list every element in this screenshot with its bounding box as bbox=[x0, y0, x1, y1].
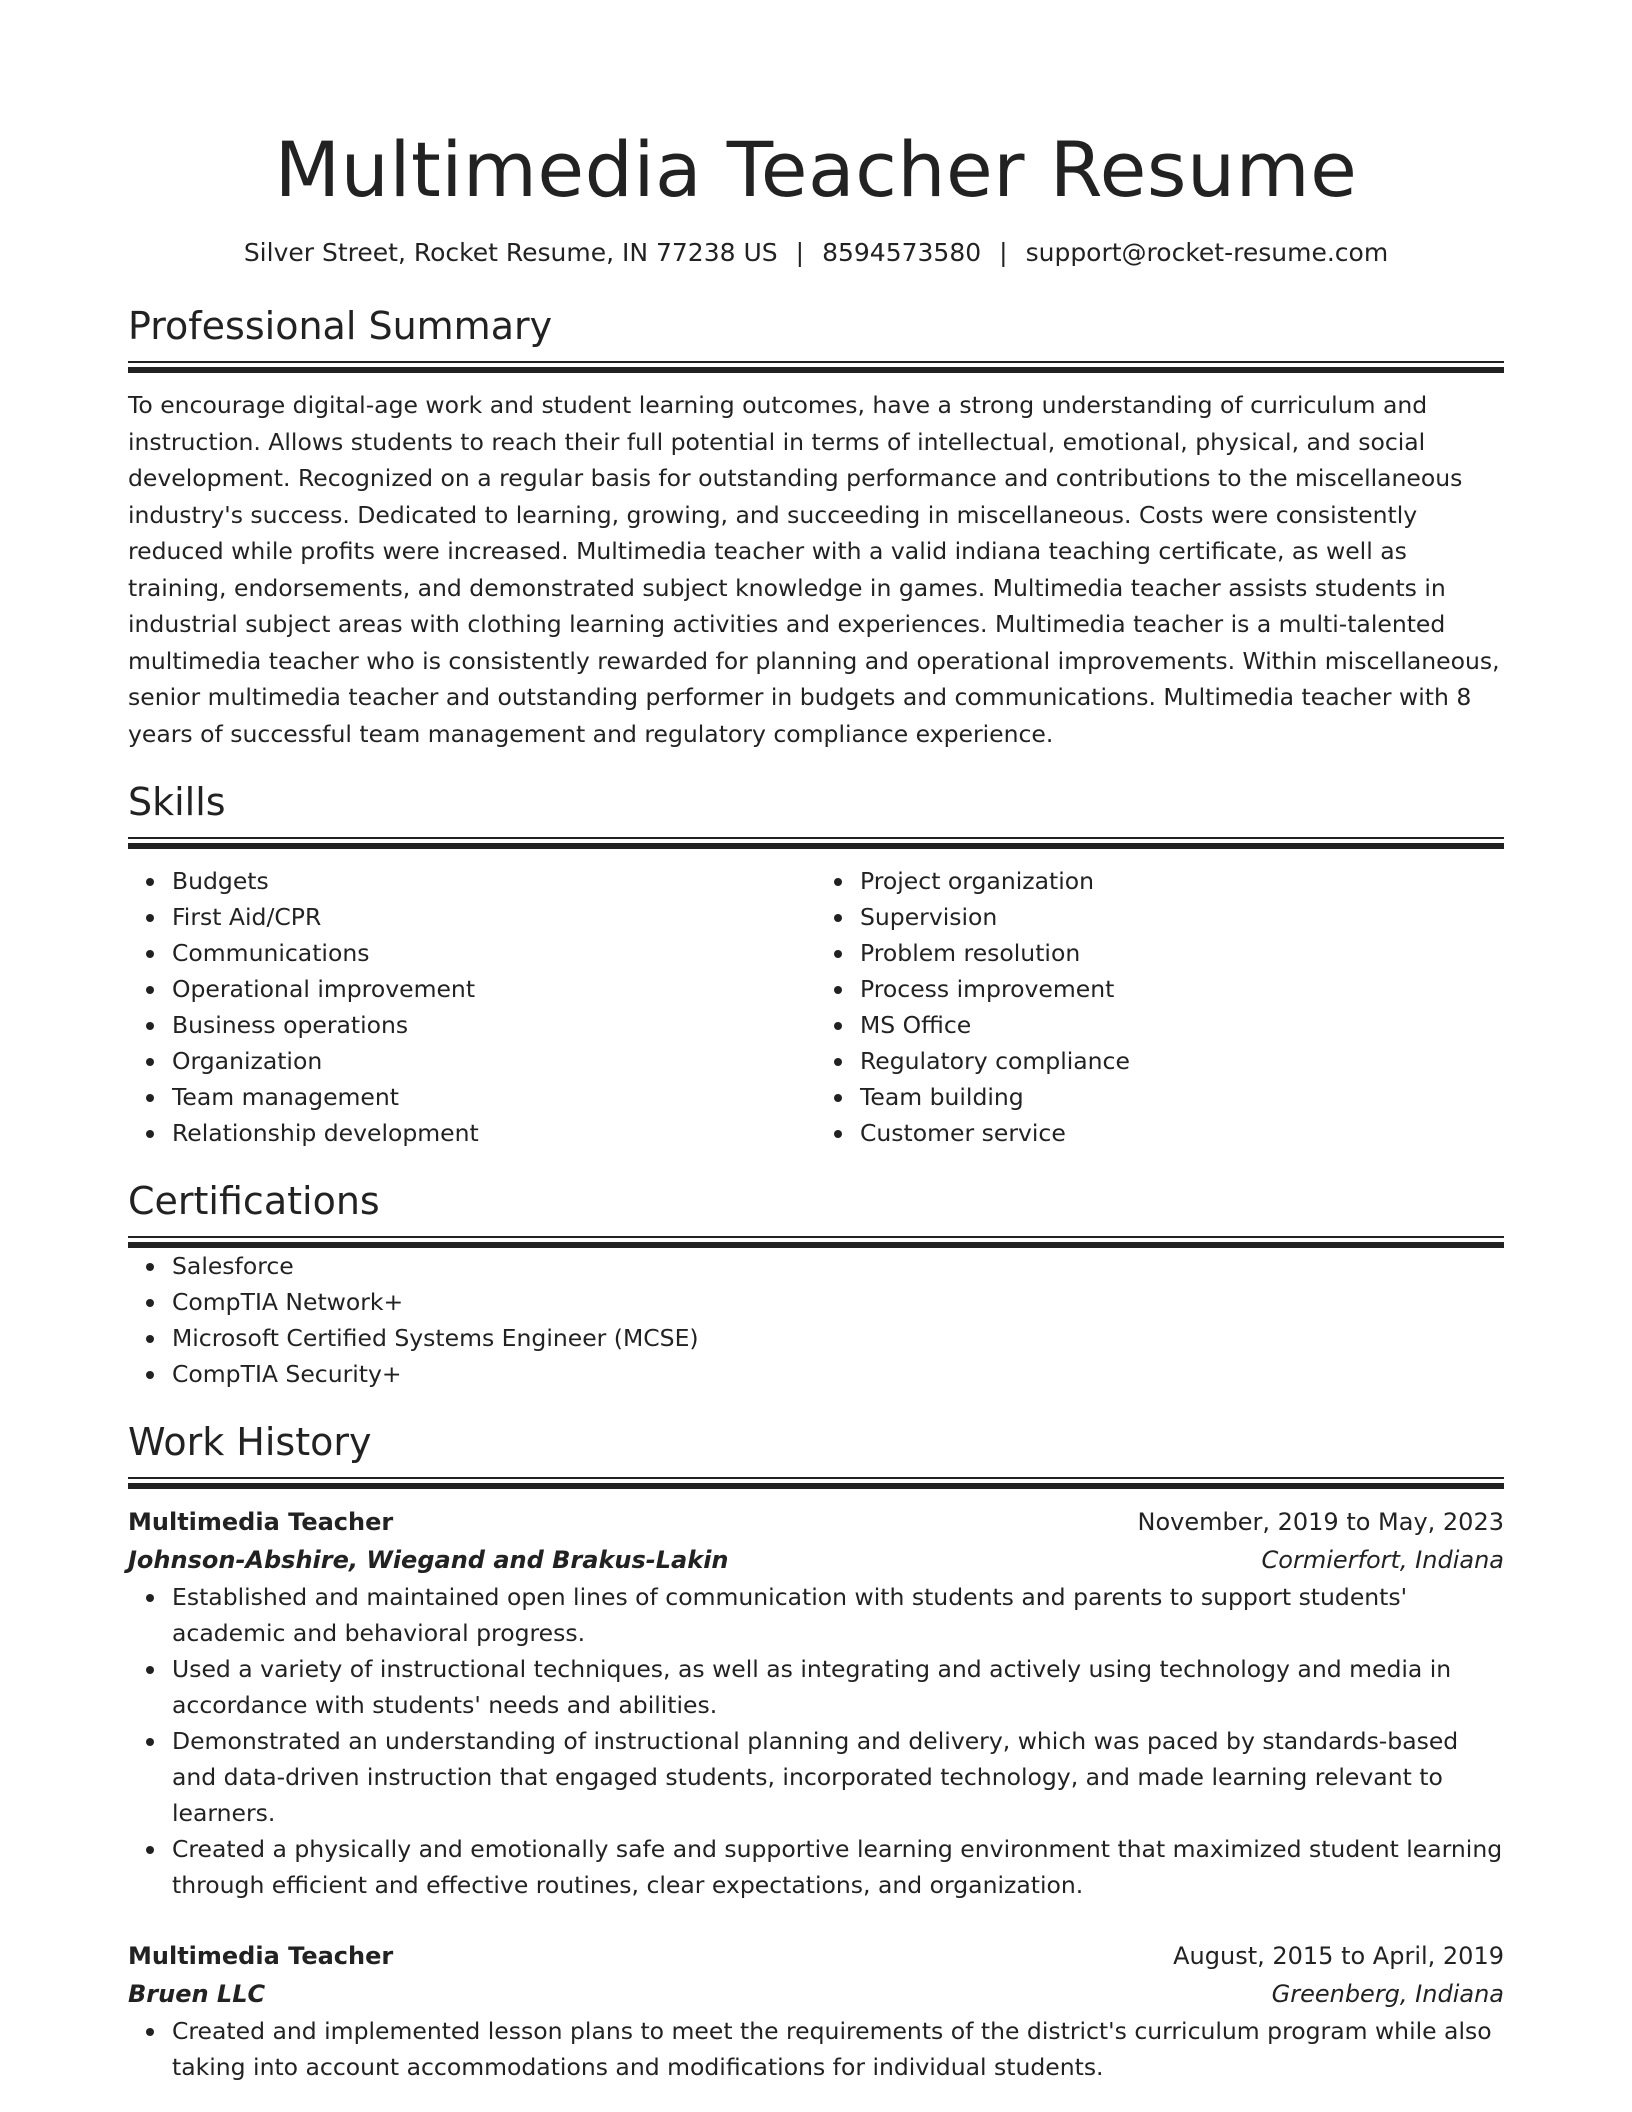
contact-separator: | bbox=[999, 238, 1008, 267]
job-bullet-list bbox=[128, 1579, 1504, 1903]
certifications-section bbox=[128, 1177, 1504, 1392]
skill-item: Problem resolution bbox=[860, 935, 1504, 971]
skills-column-right bbox=[816, 863, 1504, 1151]
contact-line bbox=[128, 236, 1504, 270]
skill-item: Business operations bbox=[172, 1007, 816, 1043]
skill-item: Operational improvement bbox=[172, 971, 816, 1007]
skills-section bbox=[128, 778, 1504, 1151]
certification-item: CompTIA Security+ bbox=[172, 1356, 1504, 1392]
section-divider bbox=[128, 837, 1504, 849]
skill-item: First Aid/CPR bbox=[172, 899, 816, 935]
work-history-section bbox=[128, 1418, 1504, 2085]
section-divider bbox=[128, 1477, 1504, 1489]
job-bullet: Used a variety of instructional techniques, as well as integrating and actively using technology and media in accordance with students' needs and abilities. bbox=[172, 1651, 1504, 1723]
section-divider bbox=[128, 361, 1504, 373]
skill-item: Supervision bbox=[860, 899, 1504, 935]
job-header bbox=[128, 1503, 1504, 1541]
section-heading-work-history: Work History bbox=[128, 1420, 372, 1464]
job-bullet-list bbox=[128, 2013, 1504, 2085]
job-subheader bbox=[128, 1975, 1504, 2013]
job-dates: November, 2019 to May, 2023 bbox=[1137, 1508, 1504, 1536]
certification-item: CompTIA Network+ bbox=[172, 1284, 1504, 1320]
section-heading-skills: Skills bbox=[128, 780, 226, 824]
job-bullet: Created a physically and emotionally safe and supportive learning environment that maximized student learning through efficient and effective routines, clear expectations, and organization. bbox=[172, 1831, 1504, 1903]
certification-item: Microsoft Certified Systems Engineer (MCSE) bbox=[172, 1320, 1504, 1356]
job-bullet: Demonstrated an understanding of instructional planning and delivery, which was paced by standards-based and data-driven instruction that engaged students, incorporated technology, and made learning relevant to learners. bbox=[172, 1723, 1504, 1831]
contact-separator: | bbox=[795, 238, 805, 267]
skill-item: Team building bbox=[860, 1079, 1504, 1115]
skill-item: Regulatory compliance bbox=[860, 1043, 1504, 1079]
section-divider bbox=[128, 1236, 1504, 1248]
job-title: Multimedia Teacher bbox=[128, 1942, 394, 1970]
skill-item: Project organization bbox=[860, 863, 1504, 899]
job-company: Johnson-Abshire, Wiegand and Brakus-Lakin bbox=[128, 1546, 729, 1574]
job-entry bbox=[128, 1937, 1504, 2085]
section-heading-certifications: Certifications bbox=[128, 1179, 380, 1223]
resume-page bbox=[128, 0, 1504, 2085]
skills-column-left bbox=[128, 863, 816, 1151]
contact-address: Silver Street, Rocket Resume, IN 77238 US bbox=[243, 238, 778, 267]
certifications-list bbox=[128, 1248, 1504, 1392]
summary-text: To encourage digital-age work and student learning outcomes, have a strong understanding of curriculum and instruction. Allows students to reach their full potential in terms of intellectual, emotional, physical, and social development. Recognized on a regular basis for outstanding performance and contributions to the miscellaneous industry's success. Dedicated to learning, growing, and succeeding in miscellaneous. Costs were consistently reduced while profits were increased. Multimedia teacher with a valid indiana teaching certificate, as well as training, endorsements, and demonstrated subject knowledge in games. Multimedia teacher assists students in industrial subject areas with clothing learning activities and experiences. Multimedia teacher is a multi-talented multimedia teacher who is consistently rewarded for planning and operational improvements. Within miscellaneous, senior multimedia teacher and outstanding performer in budgets and communications. Multimedia teacher with 8 years of successful team management and regulatory compliance experience. bbox=[128, 391, 1500, 748]
job-title: Multimedia Teacher bbox=[128, 1508, 394, 1536]
summary-section bbox=[128, 302, 1504, 752]
job-dates: August, 2015 to April, 2019 bbox=[1173, 1942, 1504, 1970]
job-bullet: Established and maintained open lines of communication with students and parents to support students' academic and behavioral progress. bbox=[172, 1579, 1504, 1651]
skill-item: Team management bbox=[172, 1079, 816, 1115]
job-location: Greenberg, Indiana bbox=[1271, 1980, 1504, 2008]
section-heading-summary: Professional Summary bbox=[128, 304, 553, 348]
resume-title: Multimedia Teacher Resume bbox=[274, 125, 1358, 214]
contact-email: support@rocket-resume.com bbox=[1025, 238, 1389, 267]
job-bullet: Created and implemented lesson plans to meet the requirements of the district's curriculum program while also taking into account accommodations and modifications for individual students. bbox=[172, 2013, 1504, 2085]
job-entry bbox=[128, 1503, 1504, 1903]
skill-item: Relationship development bbox=[172, 1115, 816, 1151]
skill-item: Organization bbox=[172, 1043, 816, 1079]
job-header bbox=[128, 1937, 1504, 1975]
skill-item: MS Office bbox=[860, 1007, 1504, 1043]
job-subheader bbox=[128, 1541, 1504, 1579]
skill-item: Customer service bbox=[860, 1115, 1504, 1151]
job-location: Cormierfort, Indiana bbox=[1261, 1546, 1504, 1574]
certification-item: Salesforce bbox=[172, 1248, 1504, 1284]
job-company: Bruen LLC bbox=[128, 1980, 266, 2008]
skill-item: Process improvement bbox=[860, 971, 1504, 1007]
skills-list bbox=[128, 863, 1504, 1151]
skill-item: Budgets bbox=[172, 863, 816, 899]
contact-phone: 8594573580 bbox=[822, 238, 982, 267]
skill-item: Communications bbox=[172, 935, 816, 971]
